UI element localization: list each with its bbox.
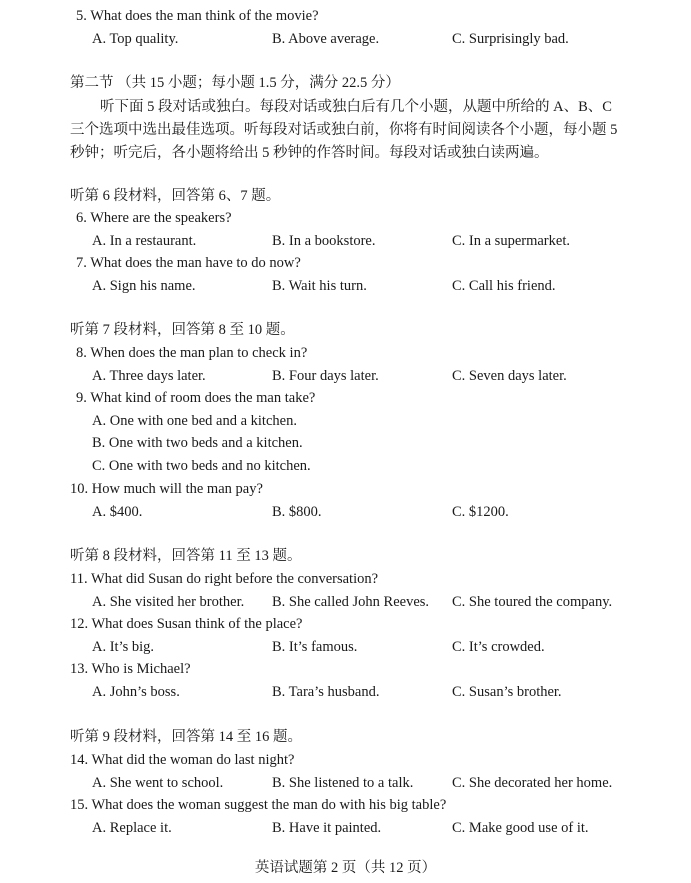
question-13: 13. Who is Michael?	[70, 661, 191, 677]
q13-option-c: C. Susan’s brother.	[452, 684, 562, 700]
question-7: 7. What does the man have to do now?	[76, 255, 301, 271]
q9-option-a: A. One with one bed and a kitchen.	[92, 413, 297, 429]
question-11: 11. What did Susan do right before the conversation?	[70, 571, 379, 587]
group-6-header: 听第 6 段材料，回答第 6、7 题。	[70, 188, 281, 204]
q12-option-c: C. It’s crowded.	[452, 639, 545, 655]
question-10: 10. How much will the man pay?	[70, 481, 263, 497]
q11-option-a: A. She visited her brother.	[92, 594, 245, 610]
q13-option-b: B. Tara’s husband.	[272, 684, 380, 700]
question-14: 14. What did the woman do last night?	[70, 752, 295, 768]
question-12: 12. What does Susan think of the place?	[70, 616, 303, 632]
page-footer: 英语试题第 2 页（共 12 页）	[254, 860, 437, 876]
q15-option-b: B. Have it painted.	[272, 820, 382, 836]
q8-option-c: C. Seven days later.	[452, 368, 567, 384]
q15-option-c: C. Make good use of it.	[452, 820, 589, 836]
q6-option-c: C. In a supermarket.	[452, 233, 570, 249]
q9-option-c: C. One with two beds and no kitchen.	[92, 458, 311, 474]
q10-option-a: A. $400.	[92, 504, 143, 520]
question-15: 15. What does the woman suggest the man do with his big table?	[70, 797, 447, 813]
q5-option-b: B. Above average.	[272, 31, 380, 47]
q14-option-c: C. She decorated her home.	[452, 775, 613, 791]
q14-option-a: A. She went to school.	[92, 775, 224, 791]
q13-option-a: A. John’s boss.	[92, 684, 180, 700]
section-2-heading: 第二节 （共 15 小题；每小题 1.5 分，满分 22.5 分）	[70, 75, 400, 91]
section-2-instructions-line-1: 听下面 5 段对话或独白。每段对话或独白后有几个小题，从题中所给的 A、B、C	[100, 99, 612, 115]
q15-option-a: A. Replace it.	[92, 820, 172, 836]
question-5: 5. What does the man think of the movie?	[76, 8, 319, 24]
q14-option-b: B. She listened to a talk.	[272, 775, 414, 791]
q11-option-c: C. She toured the company.	[452, 594, 613, 610]
group-7-header: 听第 7 段材料，回答第 8 至 10 题。	[70, 322, 295, 338]
group-8-header: 听第 8 段材料，回答第 11 至 13 题。	[70, 548, 302, 564]
question-8: 8. When does the man plan to check in?	[76, 345, 308, 361]
q8-option-b: B. Four days later.	[272, 368, 379, 384]
section-2-instructions-line-2: 三个选项中选出最佳选项。听每段对话或独白前，你将有时间阅读各个小题，每小题 5	[70, 122, 618, 138]
q8-option-a: A. Three days later.	[92, 368, 206, 384]
q7-option-a: A. Sign his name.	[92, 278, 196, 294]
question-9: 9. What kind of room does the man take?	[76, 390, 316, 406]
q10-option-c: C. $1200.	[452, 504, 509, 520]
q5-option-c: C. Surprisingly bad.	[452, 31, 569, 47]
q5-option-a: A. Top quality.	[92, 31, 179, 47]
q10-option-b: B. $800.	[272, 504, 322, 520]
q12-option-b: B. It’s famous.	[272, 639, 358, 655]
q6-option-b: B. In a bookstore.	[272, 233, 376, 249]
q7-option-c: C. Call his friend.	[452, 278, 556, 294]
q6-option-a: A. In a restaurant.	[92, 233, 197, 249]
group-9-header: 听第 9 段材料，回答第 14 至 16 题。	[70, 729, 302, 745]
q12-option-a: A. It’s big.	[92, 639, 155, 655]
q7-option-b: B. Wait his turn.	[272, 278, 367, 294]
q11-option-b: B. She called John Reeves.	[272, 594, 430, 610]
question-6: 6. Where are the speakers?	[76, 210, 232, 226]
section-2-instructions-line-3: 秒钟；听完后，各小题将给出 5 秒钟的作答时间。每段对话或独白读两遍。	[70, 145, 549, 161]
q9-option-b: B. One with two beds and a kitchen.	[92, 435, 303, 451]
